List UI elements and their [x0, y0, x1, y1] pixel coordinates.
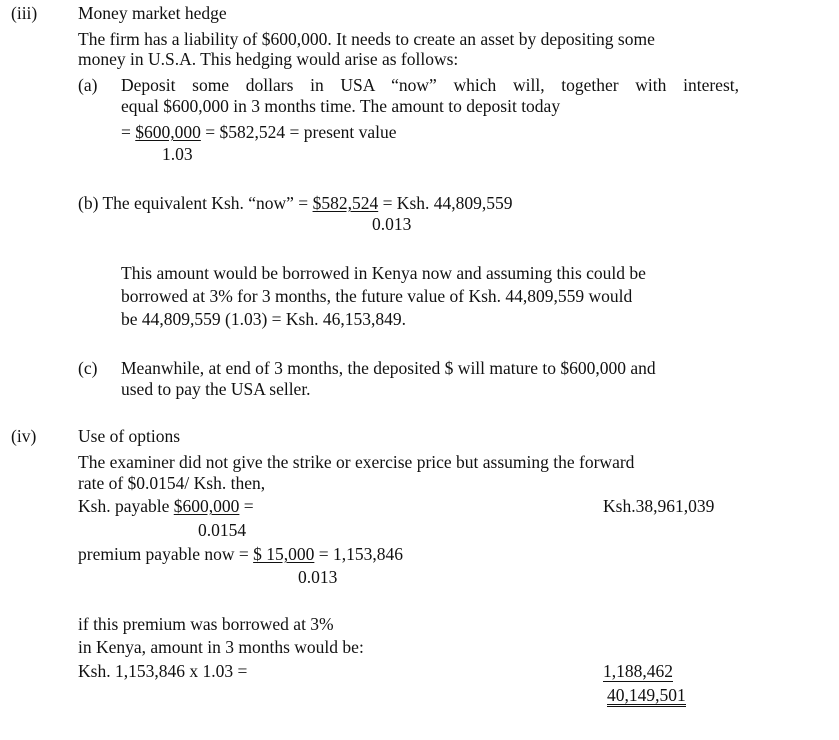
item-b-equation [78, 193, 513, 213]
item-b-para-line1: This amount would be borrowed in Kenya now and assuming this could be [121, 263, 646, 283]
calc-expression: Ksh. 1,153,846 x 1.03 = [78, 661, 248, 681]
section-iv-label: (iv) [11, 426, 37, 446]
total-value [607, 685, 686, 707]
ksh-payable-value: Ksh.38,961,039 [603, 496, 715, 516]
item-a-eq-prefix: = [121, 122, 131, 142]
section-iii-label: (iii) [11, 3, 38, 23]
section-iv-intro-line1: The examiner did not give the strike or exercise price but assuming the forward [78, 452, 635, 472]
item-b-denominator: 0.013 [372, 214, 412, 234]
item-c-label: (c) [78, 358, 98, 378]
section-iv-heading: Use of options [78, 426, 181, 446]
premium-denominator: 0.013 [298, 567, 338, 587]
item-a-line2: equal $600,000 in 3 months time. The amount to deposit today [121, 96, 561, 116]
item-b-prefix: (b) The equivalent Ksh. “now” = [78, 193, 309, 213]
borrow-line2: in Kenya, amount in 3 months would be: [78, 637, 364, 657]
item-c-line1: Meanwhile, at end of 3 months, the deposited $ will mature to $600,000 and [121, 358, 656, 378]
item-a-denominator: 1.03 [162, 144, 193, 164]
item-a-equation [121, 122, 397, 142]
ksh-payable-prefix: Ksh. payable [78, 496, 170, 516]
premium-equation [78, 544, 403, 564]
total-value-number: 40,149,501 [607, 685, 686, 705]
section-iii-heading: Money market hedge [78, 3, 227, 23]
item-a-numerator: $600,000 [135, 122, 201, 142]
item-b-para-line2: borrowed at 3% for 3 months, the future value of Ksh. 44,809,559 would [121, 286, 633, 306]
borrow-line1: if this premium was borrowed at 3% [78, 614, 334, 634]
premium-numerator: $ 15,000 [253, 544, 315, 564]
item-b-numerator: $582,524 [312, 193, 379, 213]
premium-prefix: premium payable now = [78, 544, 249, 564]
calc-value-number: 1,188,462 [603, 661, 673, 681]
item-a-label: (a) [78, 75, 98, 95]
section-iv-intro-line2: rate of $0.0154/ Ksh. then, [78, 473, 266, 493]
calc-value [603, 661, 673, 682]
item-b-rest: = Ksh. 44,809,559 [382, 193, 513, 213]
item-a-eq-rest: = $582,524 = present value [205, 122, 397, 142]
item-b-para-line3: be 44,809,559 (1.03) = Ksh. 46,153,849. [121, 309, 406, 329]
section-iii-intro-line1: The firm has a liability of $600,000. It needs to create an asset by depositing some [78, 29, 655, 49]
item-c-line2: used to pay the USA seller. [121, 379, 311, 399]
section-iii-intro-line2: money in U.S.A. This hedging would arise as follows: [78, 49, 459, 69]
ksh-payable-numerator: $600,000 [173, 496, 240, 516]
ksh-payable-eq: = [243, 496, 254, 516]
ksh-payable-denominator: 0.0154 [198, 520, 247, 540]
premium-rest: = 1,153,846 [318, 544, 403, 564]
item-a-line1: Deposit some dollars in USA “now” which will, together with interest, [121, 75, 739, 95]
ksh-payable-equation [78, 496, 254, 516]
